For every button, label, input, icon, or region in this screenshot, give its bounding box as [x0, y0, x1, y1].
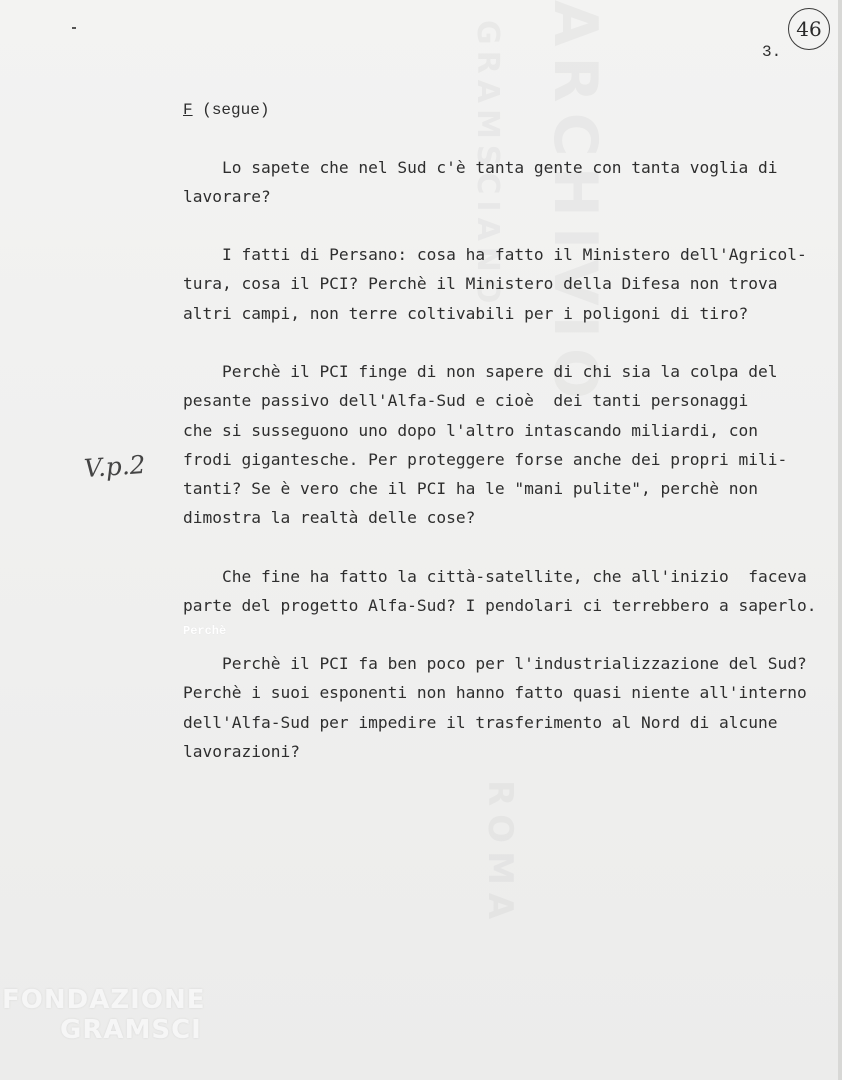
handwritten-folio-number: 46	[788, 8, 830, 50]
paragraph: Perchè il PCI finge di non sapere di chi sia la colpa del pesante passivo dell'Alfa-Sud e cioè dei tanti personaggi che si susseguono uno dopo l'altro intascando miliardi, con frodi gigantesche. Per proteggere forse anche dei propri mili- tanti? Se è vero che il PCI ha le "mani pulite", perchè non dimostra la realtà delle cose?	[183, 362, 788, 528]
fondazione-gramsci-logo	[2, 985, 205, 1045]
archive-watermark-stamp: GRAMSCIANO	[470, 20, 505, 310]
logo-line: GRAMSCI	[60, 1015, 202, 1045]
paragraph: Che fine ha fatto la città-satellite, che all'inizio faceva parte del progetto Alfa-Sud? I pendolari ci terrebbero a saperlo.	[183, 567, 817, 616]
paragraph: Lo sapete che nel Sud c'è tanta gente con tanta voglia di lavorare?	[183, 158, 778, 207]
section-letter: F	[183, 101, 193, 119]
section-continued-label: (segue)	[192, 101, 270, 119]
ink-speck	[72, 27, 76, 29]
section-heading	[183, 101, 269, 119]
page-edge	[838, 0, 842, 1080]
logo-line: FONDAZIONE	[2, 985, 206, 1015]
paragraph: Perchè il PCI fa ben poco per l'industrializzazione del Sud? Perchè i suoi esponenti non hanno fatto quasi niente all'interno dell'Alfa-Sud per impedire il trasferimento al Nord di alcune lavorazioni?	[183, 654, 807, 761]
page-number: 3.	[762, 43, 782, 61]
paragraph: I fatti di Persano: cosa ha fatto il Ministero dell'Agricol- tura, cosa il PCI? Perchè il Ministero della Difesa non trova altri campi, non terre coltivabili per i poligoni di tiro?	[183, 245, 807, 323]
handwritten-margin-note: V.p.2	[83, 449, 147, 484]
archive-watermark-stamp: ROMA	[480, 780, 520, 928]
whited-out-word: Perchè	[183, 624, 227, 638]
archive-watermark-stamp: ARCHIVIO	[540, 0, 610, 409]
